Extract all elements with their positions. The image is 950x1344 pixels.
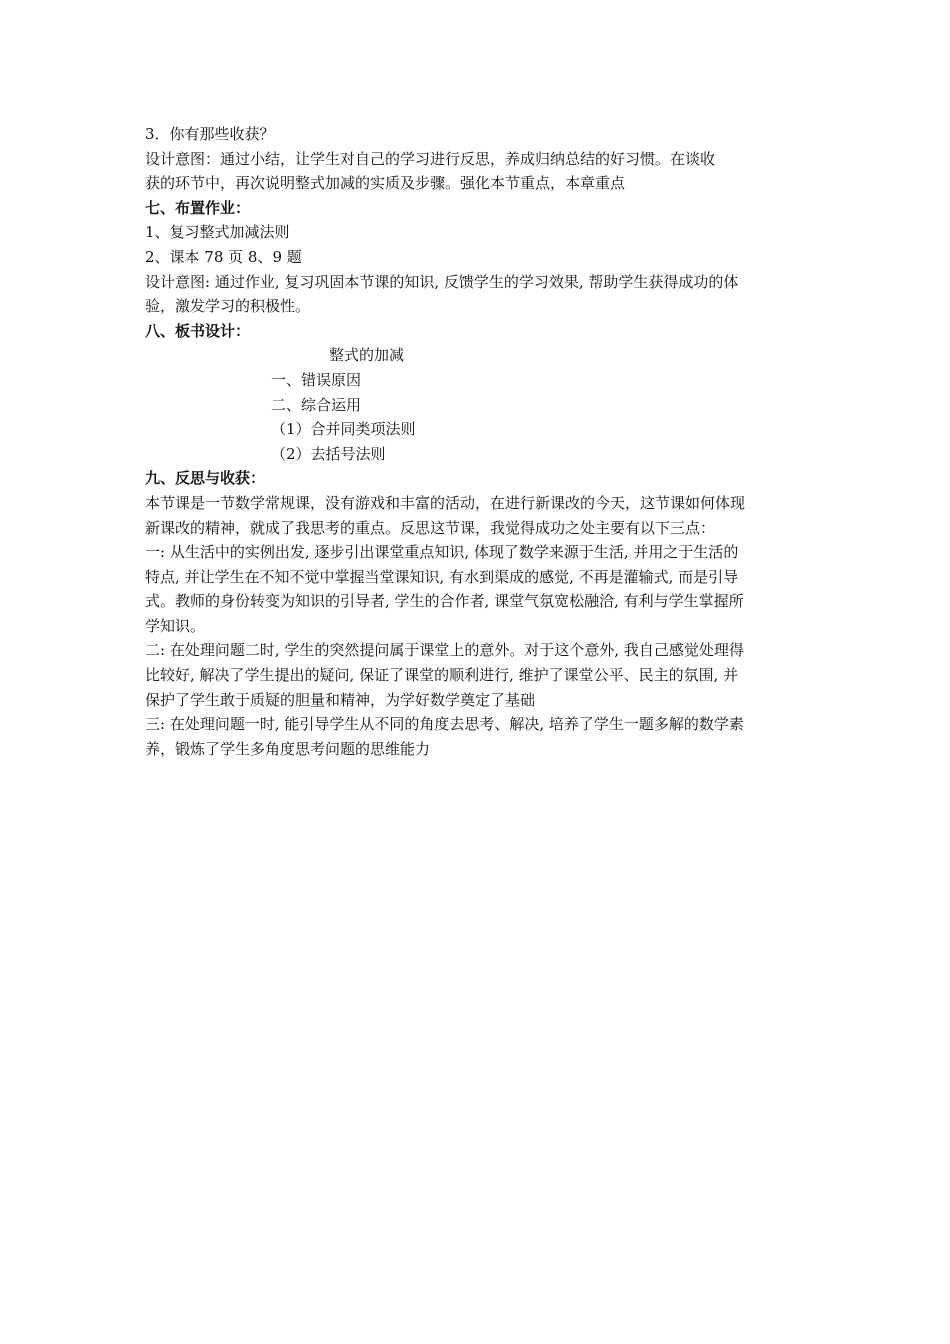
reflection-intro-line-1: 本节课是一节数学常规课，没有游戏和丰富的活动，在进行新课改的今天，这节课如何体现 [145, 493, 746, 512]
reflection-point-1-line-4: 学知识。 [145, 616, 206, 635]
reflection-point-3-line-1: 三: 在处理问题一时, 能引导学生从不同的角度去思考、解决, 培养了学生一题多解的数学素 [145, 715, 744, 734]
homework-item-1: 1、复习整式加减法则 [145, 223, 290, 242]
board-title: 整式的加减 [329, 346, 405, 365]
homework-intent-line-2: 验，激发学习的积极性。 [145, 297, 311, 316]
summary-intent-line-2: 获的环节中，再次说明整式加减的实质及步骤。强化本节重点，本章重点 [145, 174, 626, 193]
reflection-point-1-line-3: 式。教师的身份转变为知识的引导者, 学生的合作者, 课堂气氛宽松融洽, 有利与学生掌握所 [145, 592, 744, 611]
summary-intent-line-1: 设计意图：通过小结，让学生对自己的学习进行反思，养成归纳总结的好习惯。在谈收 [145, 149, 716, 168]
board-heading: 八、板书设计： [145, 321, 251, 340]
reflection-intro-line-2: 新课改的精神，就成了我思考的重点。反思这节课，我觉得成功之处主要有以下三点： [145, 518, 716, 537]
document-body [145, 122, 810, 761]
board-sub-2: （2）去括号法则 [271, 444, 386, 463]
reflection-point-2-line-3: 保护了学生敢于质疑的胆量和精神，为学好数学奠定了基础 [145, 690, 536, 709]
homework-item-2: 2、课本 78 页 8、9 题 [145, 247, 302, 266]
reflection-point-1-line-2: 特点, 并让学生在不知不觉中掌握当堂课知识, 有水到渠成的感觉, 不再是灌输式, 而是引导 [145, 567, 739, 586]
board-sub-1: （1）合并同类项法则 [271, 420, 416, 439]
board-item-2: 二、综合运用 [271, 395, 362, 414]
summary-question-3: 3．你有那些收获？ [145, 125, 275, 143]
homework-intent-line-1: 设计意图: 通过作业, 复习巩固本节课的知识, 反馈学生的学习效果, 帮助学生获得成功的体 [145, 272, 739, 291]
reflection-point-1-line-1: 一: 从生活中的实例出发, 逐步引出课堂重点知识, 体现了数学来源于生活, 并用之于生活的 [145, 543, 739, 562]
reflection-point-2-line-1: 二: 在处理问题二时, 学生的突然提问属于课堂上的意外。对于这个意外, 我自己感觉处理得 [145, 641, 744, 660]
board-item-1: 一、错误原因 [271, 370, 362, 389]
reflection-heading: 九、反思与收获： [145, 469, 266, 488]
reflection-point-3-line-2: 养，锻炼了学生多角度思考问题的思维能力 [145, 739, 431, 758]
reflection-point-2-line-2: 比较好, 解决了学生提出的疑问, 保证了课堂的顺利进行, 维护了课堂公平、民主的氛围, 并 [145, 666, 739, 685]
homework-heading: 七、布置作业： [145, 198, 251, 217]
